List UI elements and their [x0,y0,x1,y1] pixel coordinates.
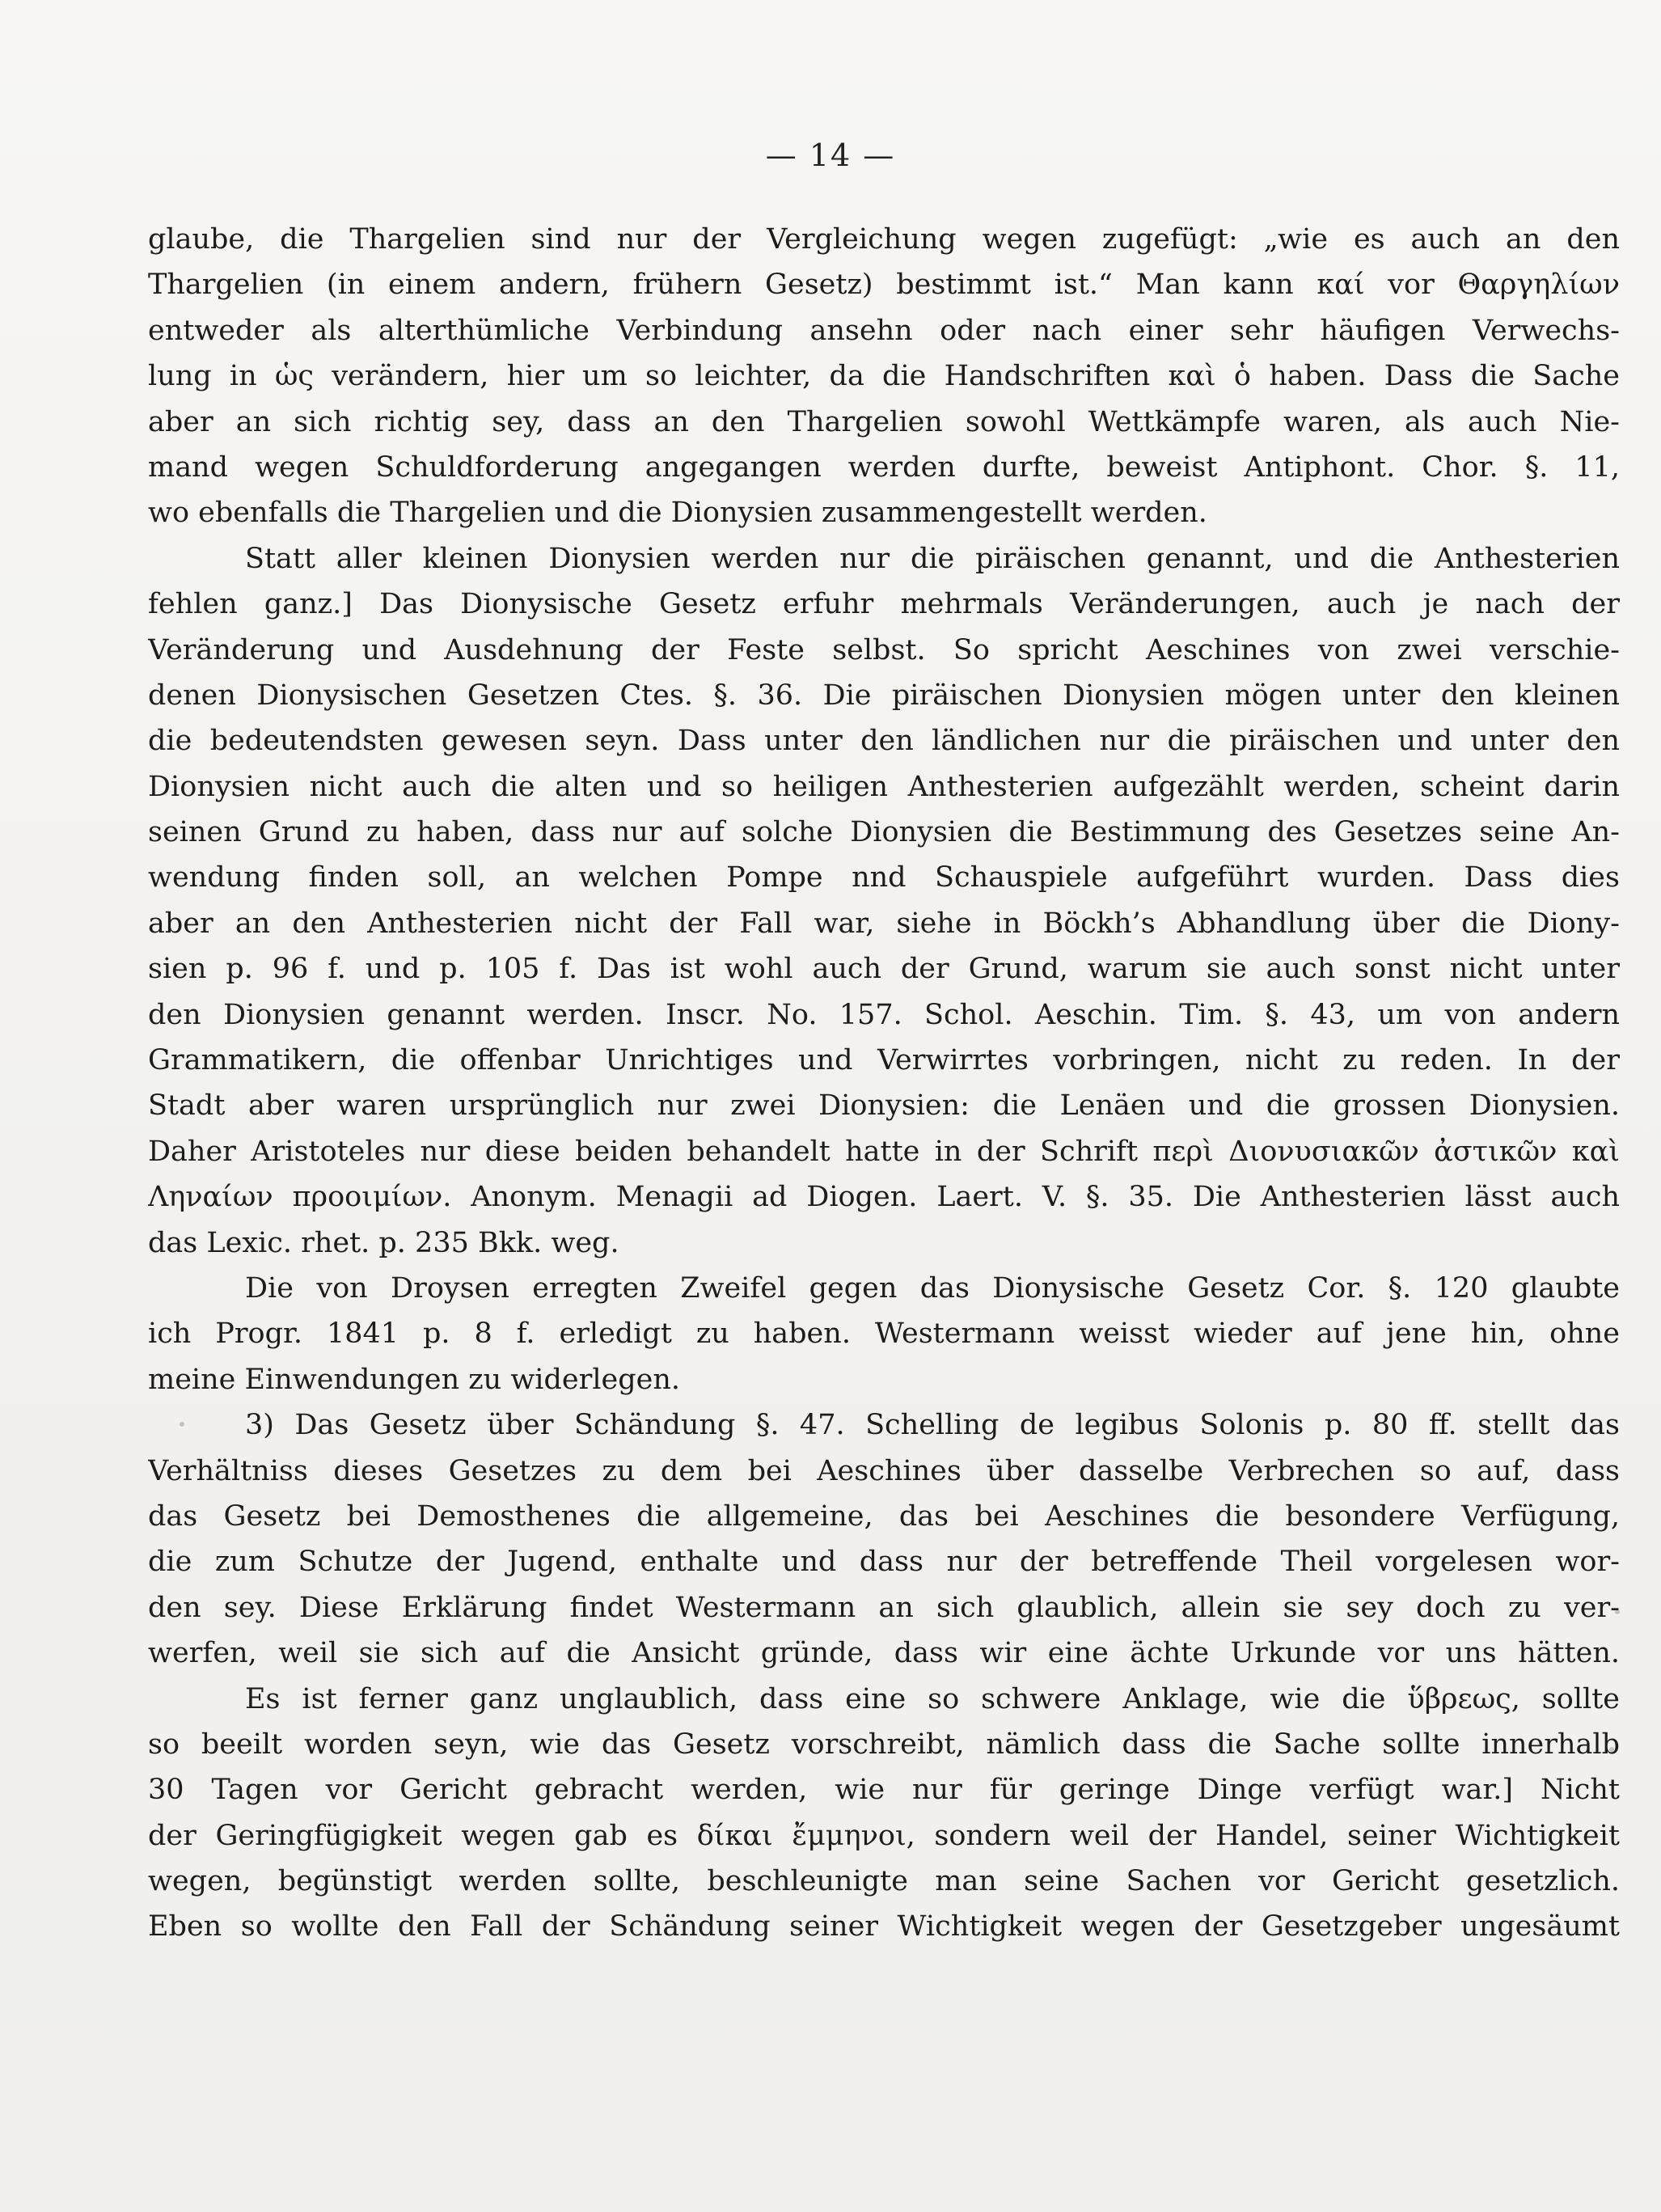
text-line: ich Progr. 1841 p. 8 f. erledigt zu haben. Westermann weisst wieder auf jene hin, ohne [148,1317,1620,1351]
text-line: mand wegen Schuldforderung angegangen werden durfte, beweist Antiphont. Chor. §. 11, [148,450,1620,484]
text-line: denen Dionysischen Gesetzen Ctes. §. 36. Die piräischen Dionysien mögen unter den kleinen [148,679,1620,712]
text-line: der Geringfügigkeit wegen gab es δίκαι ἔμμηνοι, sondern weil der Handel, seiner Wichtigkeit [148,1819,1620,1852]
text-line: glaube, die Thargelien sind nur der Vergleichung wegen zugefügt: „wie es auch an den [148,223,1620,256]
text-line: das Gesetz bei Demosthenes die allgemeine, das bei Aeschines die besondere Verfügung, [148,1499,1620,1533]
text-line: Die von Droysen erregten Zweifel gegen das Dionysische Gesetz Cor. §. 120 glaubte [245,1271,1620,1305]
text-line: aber an den Anthesterien nicht der Fall war, siehe in Böckh’s Abhandlung über die Diony- [148,907,1620,940]
text-line: aber an sich richtig sey, dass an den Thargelien sowohl Wettkämpfe waren, als auch Nie- [148,405,1620,438]
text-line: Veränderung und Ausdehnung der Feste selbst. So spricht Aeschines von zwei verschie- [148,633,1620,666]
text-line: werfen, weil sie sich auf die Ansicht gründe, dass wir eine ächte Urkunde vor uns hätten. [148,1637,1620,1670]
text-line: Verhältniss dieses Gesetzes zu dem bei Aeschines über dasselbe Verbrechen so auf, dass [148,1454,1620,1487]
body-text [148,217,1620,1950]
page-number: — 14 — [765,137,896,173]
text-line: Daher Aristoteles nur diese beiden behandelt hatte in der Schrift περὶ Διονυσιακῶν ἀστικῶν καὶ [148,1135,1620,1168]
text-line: Grammatikern, die offenbar Unrichtiges und Verwirrtes vorbringen, nicht zu reden. In der [148,1044,1620,1077]
text-line: 30 Tagen vor Gericht gebracht werden, wie nur für geringe Dinge verfügt war.] Nicht [148,1774,1620,1807]
text-line: fehlen ganz.] Das Dionysische Gesetz erfuhr mehrmals Veränderungen, auch je nach der [148,588,1620,621]
text-line: Stadt aber waren ursprünglich nur zwei Dionysien: die Lenäen und die grossen Dionysien. [148,1089,1620,1123]
text-line: den Dionysien genannt werden. Inscr. No. 157. Schol. Aeschin. Tim. §. 43, um von andern [148,998,1620,1031]
text-line: meine Einwendungen zu widerlegen. [148,1363,681,1396]
text-line: lung in ὡς verändern, hier um so leichter, da die Handschriften καὶ ὁ haben. Dass die Sache [148,360,1620,393]
text-line: Eben so wollte den Fall der Schändung seiner Wichtigkeit wegen der Gesetzgeber ungesäumt [148,1910,1620,1943]
text-line: sien p. 96 f. und p. 105 f. Das ist wohl auch der Grund, warum sie auch sonst nicht unter [148,953,1620,986]
text-line: Ληναίων προοιμίων. Anonym. Menagii ad Diogen. Laert. V. §. 35. Die Anthesterien lässt auch [148,1181,1620,1214]
text-line: entweder als alterthümliche Verbindung ansehn oder nach einer sehr häufigen Verwechs- [148,314,1620,347]
text-line: Statt aller kleinen Dionysien werden nur die piräischen genannt, und die Anthesterien [245,542,1620,575]
text-line: Thargelien (in einem andern, frühern Gesetz) bestimmt ist.“ Man kann καί vor Θαργηλίων [148,269,1620,302]
text-line: so beeilt worden seyn, wie das Gesetz vorschreibt, nämlich dass die Sache sollte innerhalb [148,1728,1620,1761]
text-line: seinen Grund zu haben, dass nur auf solche Dionysien die Bestimmung des Gesetzes seine An- [148,816,1620,849]
text-line: den sey. Diese Erklärung findet Westermann an sich glaublich, allein sie sey doch zu ver- [148,1591,1620,1624]
text-line: die bedeutendsten gewesen seyn. Dass unter den ländlichen nur die piräischen und unter den [148,725,1620,758]
text-line: das Lexic. rhet. p. 235 Bkk. weg. [148,1226,619,1259]
text-line: Dionysien nicht auch die alten und so heiligen Anthesterien aufgezählt werden, scheint darin [148,770,1620,803]
text-line: wendung finden soll, an welchen Pompe nnd Schauspiele aufgeführt wurden. Dass dies [148,861,1620,895]
text-line: die zum Schutze der Jugend, enthalte und dass nur der betreffende Theil vorgelesen wor- [148,1546,1620,1579]
text-line: wo ebenfalls die Thargelien und die Dionysien zusammengestellt werden. [148,497,1207,530]
text-line: 3) Das Gesetz über Schändung §. 47. Schelling de legibus Solonis p. 80 ff. stellt das [245,1409,1620,1442]
text-line: Es ist ferner ganz unglaublich, dass eine so schwere Anklage, wie die ὕβρεως, sollte [245,1682,1620,1715]
text-line: wegen, begünstigt werden sollte, beschleunigte man seine Sachen vor Gericht gesetzlich. [148,1865,1620,1898]
